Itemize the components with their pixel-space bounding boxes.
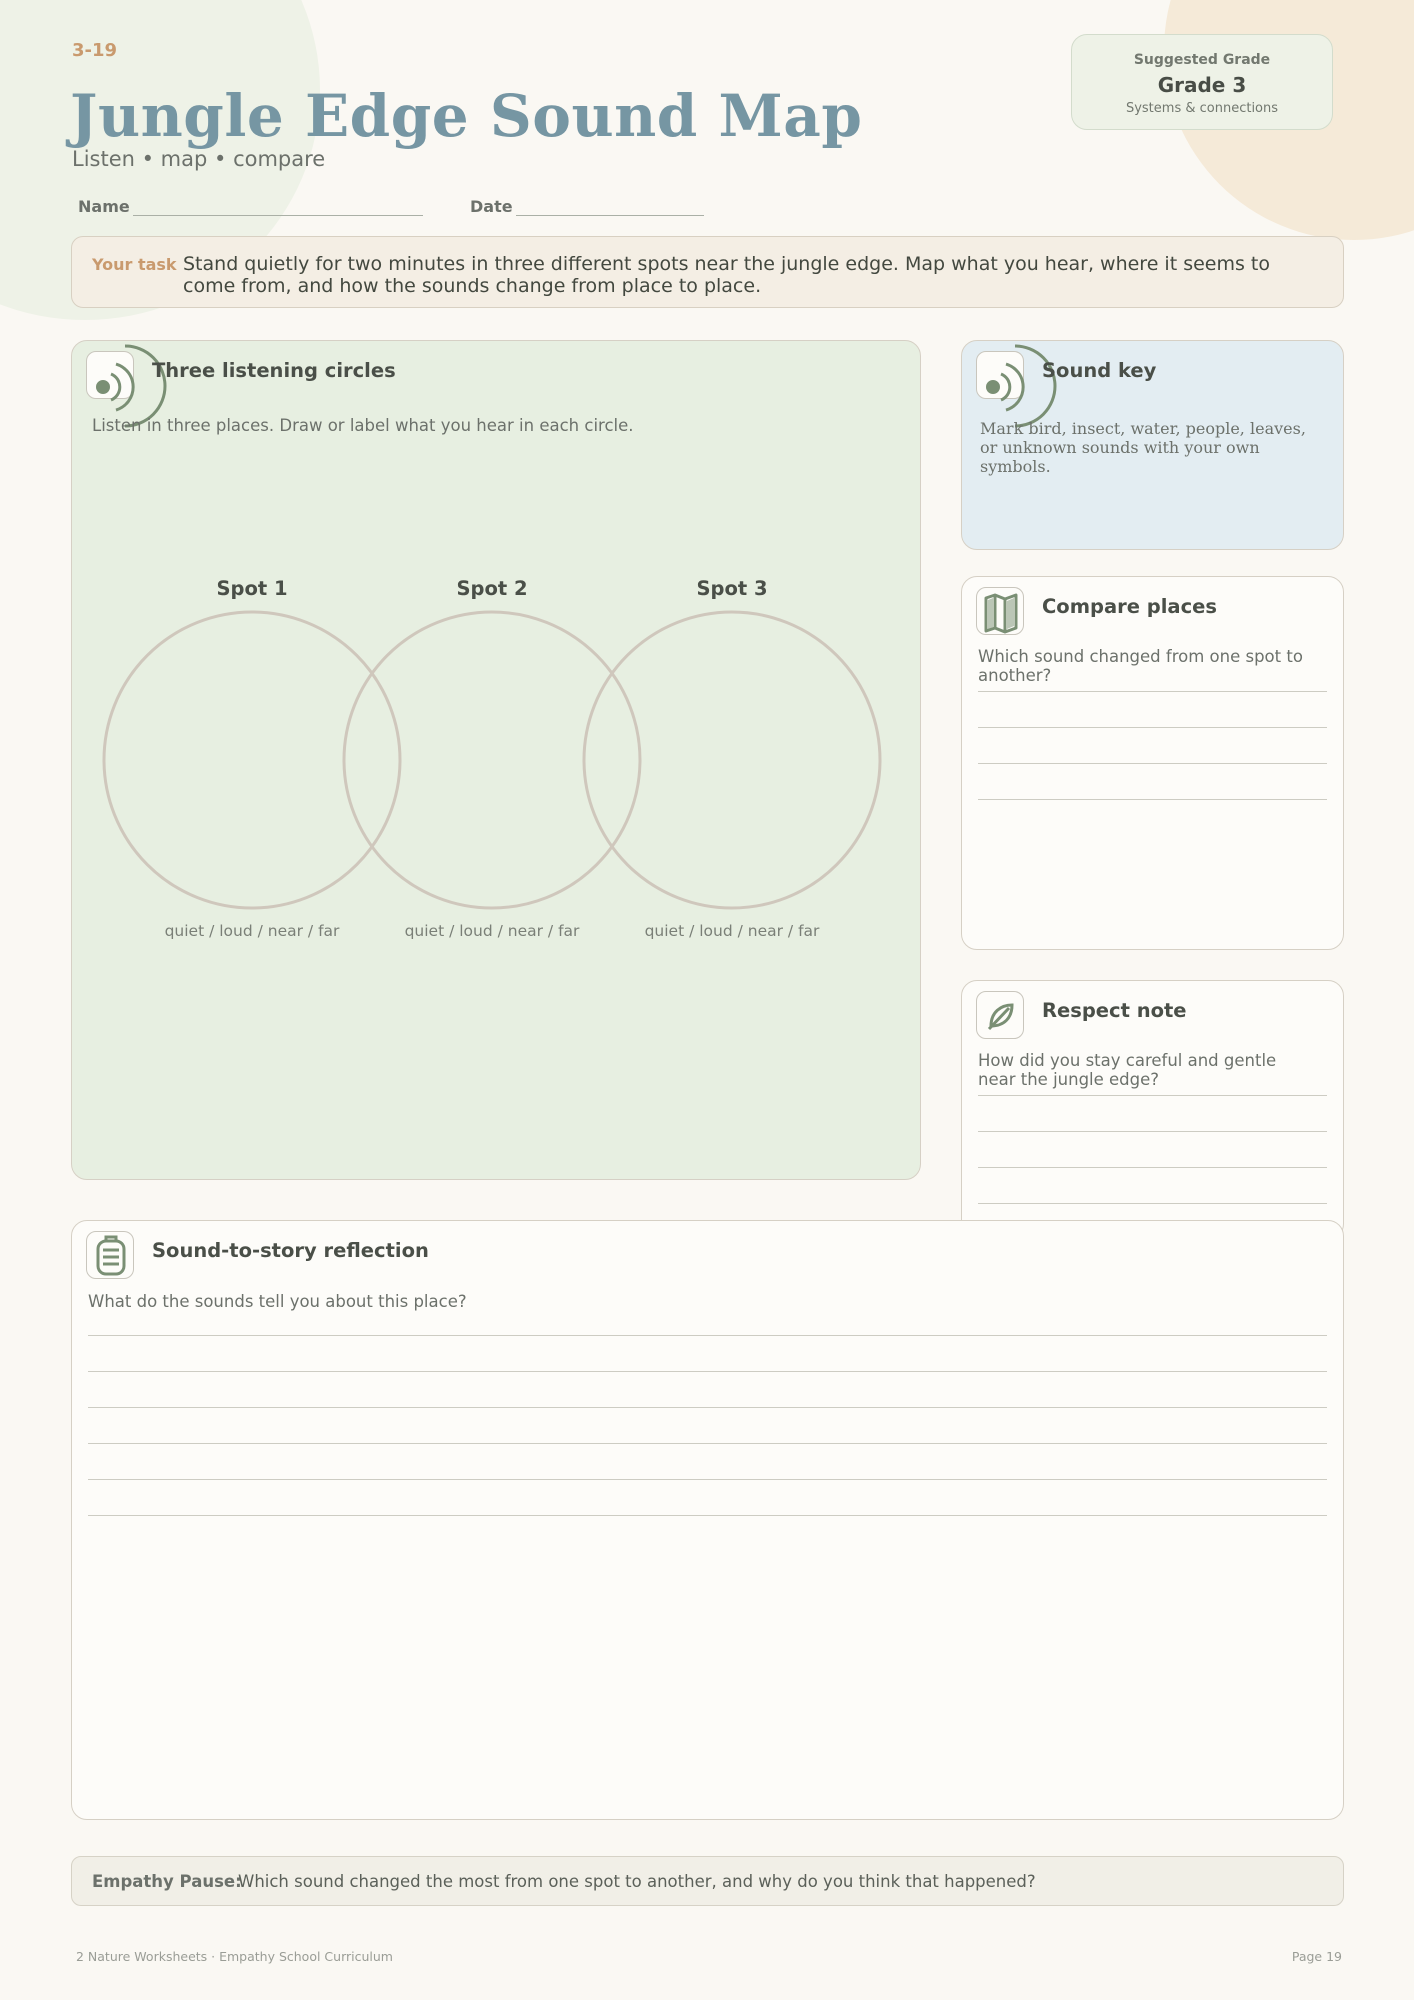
- respect-writing-lines[interactable]: [978, 1095, 1327, 1239]
- map-icon: [976, 587, 1024, 635]
- writing-line[interactable]: [88, 1371, 1327, 1407]
- empathy-pause-text: Which sound changed the most from one spot to another, and why do you think that happened?: [238, 1872, 1036, 1891]
- spot-label: Spot 1: [216, 577, 288, 600]
- spot-scale-label: quiet / loud / near / far: [644, 922, 820, 940]
- grade-value: Grade 3: [1157, 73, 1247, 97]
- date-line[interactable]: [516, 203, 704, 216]
- grade-caption: Suggested Grade: [1133, 52, 1271, 68]
- worksheet-code: 3-19: [72, 40, 118, 61]
- spot-label: Spot 3: [696, 577, 768, 600]
- compare-places-panel: [961, 576, 1344, 950]
- page-subtitle: Listen • map • compare: [72, 147, 326, 171]
- task-box: [71, 236, 1344, 308]
- clipboard-icon: [86, 1231, 134, 1279]
- spot-scale-label: quiet / loud / near / far: [404, 922, 580, 940]
- date-label: Date: [470, 197, 513, 216]
- sound-key-panel: [961, 340, 1344, 550]
- date-field[interactable]: [470, 197, 704, 216]
- leaf-icon: [976, 991, 1024, 1039]
- empathy-pause-box: [71, 1856, 1344, 1906]
- sound-key-text: Mark bird, insect, water, people, leaves, or unknown sounds with your own symbols.: [980, 419, 1306, 476]
- name-label: Name: [78, 197, 130, 216]
- reflection-writing-lines[interactable]: [88, 1335, 1327, 1551]
- spot-label: Spot 2: [456, 577, 528, 600]
- reflection-title: Sound-to-story reflection: [152, 1239, 429, 1262]
- grade-card: [1071, 34, 1333, 130]
- reflection-prompt: What do the sounds tell you about this place?: [88, 1292, 467, 1311]
- writing-line[interactable]: [978, 799, 1327, 835]
- page-number: Page 19: [1291, 1949, 1342, 1964]
- name-line[interactable]: [133, 203, 423, 216]
- reflection-panel: [71, 1220, 1344, 1820]
- listening-circles-panel: [71, 340, 921, 1180]
- writing-line[interactable]: [978, 763, 1327, 799]
- empathy-pause-label: Empathy Pause:: [92, 1872, 242, 1891]
- sound-key-title: Sound key: [1042, 359, 1157, 382]
- compare-title: Compare places: [1042, 595, 1217, 618]
- spot-circle-3[interactable]: [584, 612, 880, 908]
- compare-prompt: Which sound changed from one spot to another?: [978, 647, 1303, 685]
- compare-writing-lines[interactable]: [978, 691, 1327, 835]
- sound-waves-icon: [976, 351, 1024, 399]
- listening-title: Three listening circles: [152, 359, 396, 382]
- spot-circle-2[interactable]: [344, 612, 640, 908]
- respect-prompt: How did you stay careful and gentle near the jungle edge?: [978, 1051, 1277, 1089]
- footer-credit: 2 Nature Worksheets · Empathy School Curriculum: [76, 1949, 393, 1964]
- writing-line[interactable]: [978, 1167, 1327, 1203]
- respect-title: Respect note: [1042, 999, 1187, 1022]
- spot-circle-1[interactable]: [104, 612, 400, 908]
- writing-line[interactable]: [978, 1095, 1327, 1131]
- listening-prompt: Listen in three places. Draw or label what you hear in each circle.: [92, 416, 634, 435]
- task-text: Stand quietly for two minutes in three different spots near the jungle edge. Map what you hear, where it seems to come from, and how the sounds change from place to place.: [183, 253, 1270, 297]
- grade-topic: Systems & connections: [1125, 101, 1279, 116]
- task-label: Your task: [92, 255, 177, 274]
- listening-circles: [72, 341, 922, 1181]
- writing-line[interactable]: [88, 1479, 1327, 1515]
- writing-line[interactable]: [88, 1407, 1327, 1443]
- name-field[interactable]: [78, 197, 423, 216]
- spot-scale-label: quiet / loud / near / far: [164, 922, 340, 940]
- writing-line[interactable]: [88, 1515, 1327, 1551]
- respect-note-panel: [961, 980, 1344, 1240]
- writing-line[interactable]: [88, 1335, 1327, 1371]
- writing-line[interactable]: [978, 727, 1327, 763]
- page-title: Jungle Edge Sound Map: [70, 82, 863, 150]
- writing-line[interactable]: [978, 691, 1327, 727]
- writing-line[interactable]: [88, 1443, 1327, 1479]
- writing-line[interactable]: [978, 1131, 1327, 1167]
